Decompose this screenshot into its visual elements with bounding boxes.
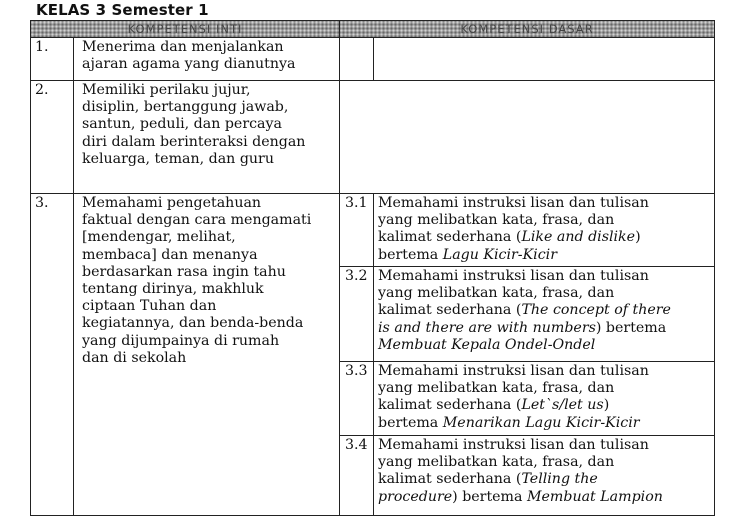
kd-text xyxy=(374,267,715,362)
ki-text xyxy=(74,194,340,516)
kd-line xyxy=(378,337,710,354)
kd-line xyxy=(378,454,710,471)
kd-text-italic: Let`s/let us xyxy=(521,397,604,414)
kd-text-italic: Like and dislike xyxy=(521,229,636,246)
table-row-2 xyxy=(31,81,715,194)
kd-text-italic: Lagu Kicir-Kicir xyxy=(442,246,557,263)
kd-line xyxy=(378,302,710,319)
kd-line xyxy=(378,247,710,264)
kd-text xyxy=(374,362,715,436)
kd-line xyxy=(378,397,710,414)
ki-line: dan di sekolah xyxy=(82,349,187,366)
kd-text-run: yang melibatkan kata, frasa, dan xyxy=(378,285,615,302)
ki-line: Memahami pengetahuan xyxy=(82,195,262,211)
kd-text-italic: Membuat Kepala Ondel-Ondel xyxy=(378,336,596,353)
kd-text-italic: Menarikan Lagu Kicir-Kicir xyxy=(442,414,640,431)
kd-text xyxy=(374,194,715,267)
kd-line xyxy=(378,212,710,229)
table-header-row xyxy=(31,21,715,38)
table-row-1 xyxy=(31,38,715,81)
kd-text-run: yang melibatkan kata, frasa, dan xyxy=(378,380,615,397)
ki-line: disiplin, bertanggung jawab, xyxy=(82,99,289,116)
ki-line: Memiliki perilaku jujur, xyxy=(82,82,251,98)
kd-number: 3.1 xyxy=(340,194,374,267)
ki-line: membaca] dan menanya xyxy=(82,246,258,263)
page-title: KELAS 3 Semester 1 xyxy=(36,1,209,19)
ki-line: [mendengar, melihat, xyxy=(82,229,236,246)
kd-text-run: ) bertema xyxy=(452,488,527,505)
kd-line xyxy=(378,229,710,246)
ki-line: santun, peduli, dan percaya xyxy=(82,116,282,133)
kd-text-run: Memahami instruksi lisan dan tulisan xyxy=(378,363,649,379)
kd-text-run: bertema xyxy=(378,414,443,431)
row-number: 2. xyxy=(31,81,74,194)
kd-text-run: kalimat sederhana ( xyxy=(378,471,522,488)
kd-text-run: kalimat sederhana ( xyxy=(378,229,522,246)
kd-text-italic: Telling the xyxy=(521,471,598,488)
kd-text-run: Memahami instruksi lisan dan tulisan xyxy=(378,437,649,453)
header-kompetensi-dasar: KOMPETENSI DASAR xyxy=(340,21,715,38)
kd-text-italic: procedure xyxy=(378,488,453,505)
kd-line xyxy=(378,285,710,302)
kd-text-run: kalimat sederhana ( xyxy=(378,302,522,319)
row-number: 1. xyxy=(31,38,74,81)
kd-line xyxy=(378,471,710,488)
kd-number-empty xyxy=(340,38,374,81)
ki-line: ciptaan Tuhan dan xyxy=(82,298,217,315)
ki-line: tentang dirinya, makhluk xyxy=(82,281,264,298)
kd-line xyxy=(378,489,710,506)
kd-line xyxy=(378,380,710,397)
header-kompetensi-inti: KOMPETENSI INTI xyxy=(31,21,340,38)
kd-text-run: Memahami instruksi lisan dan tulisan xyxy=(378,268,649,284)
kd-text-run: ) xyxy=(603,397,610,414)
ki-text xyxy=(74,81,340,194)
kd-text-run: ) xyxy=(635,229,641,246)
kd-number: 3.3 xyxy=(340,362,374,436)
kd-text-run: ) bertema xyxy=(595,319,667,336)
kd-line xyxy=(378,195,710,212)
kd-empty xyxy=(340,81,715,194)
kd-text-run: Memahami instruksi lisan dan tulisan xyxy=(378,195,649,211)
ki-line: Menerima dan menjalankan xyxy=(82,39,284,55)
ki-line: faktual dengan cara mengamati xyxy=(82,212,312,229)
ki-line: berdasarkan rasa ingin tahu xyxy=(82,263,286,280)
kd-text xyxy=(374,436,715,516)
kd-text-run: yang melibatkan kata, frasa, dan xyxy=(378,212,615,229)
kd-text-run: yang melibatkan kata, frasa, dan xyxy=(378,454,615,471)
ki-line: diri dalam berinteraksi dengan xyxy=(82,133,306,150)
kd-line xyxy=(378,320,710,337)
kd-text-run: kalimat sederhana ( xyxy=(378,397,522,414)
kd-text-empty xyxy=(374,38,715,81)
kd-line xyxy=(378,268,710,285)
kd-number: 3.2 xyxy=(340,267,374,362)
kd-text-italic: is and there are with numbers xyxy=(378,319,596,336)
kd-text-italic: Membuat Lampion xyxy=(526,488,663,505)
kd-line xyxy=(378,415,710,432)
kd-line xyxy=(378,363,710,380)
kd-number: 3.4 xyxy=(340,436,374,516)
kd-line xyxy=(378,437,710,454)
ki-line: ajaran agama yang dianutnya xyxy=(82,56,296,73)
ki-text xyxy=(74,38,340,81)
table-row-3 xyxy=(31,194,715,267)
ki-line: kegiatannya, dan benda-benda xyxy=(82,315,304,332)
kd-text-run: bertema xyxy=(378,246,443,263)
kompetensi-table xyxy=(30,20,715,516)
ki-line: yang dijumpainya di rumah xyxy=(82,332,280,349)
ki-line: keluarga, teman, dan guru xyxy=(82,150,274,167)
kd-text-italic: The concept of there xyxy=(521,302,671,319)
row-number: 3. xyxy=(31,194,74,516)
